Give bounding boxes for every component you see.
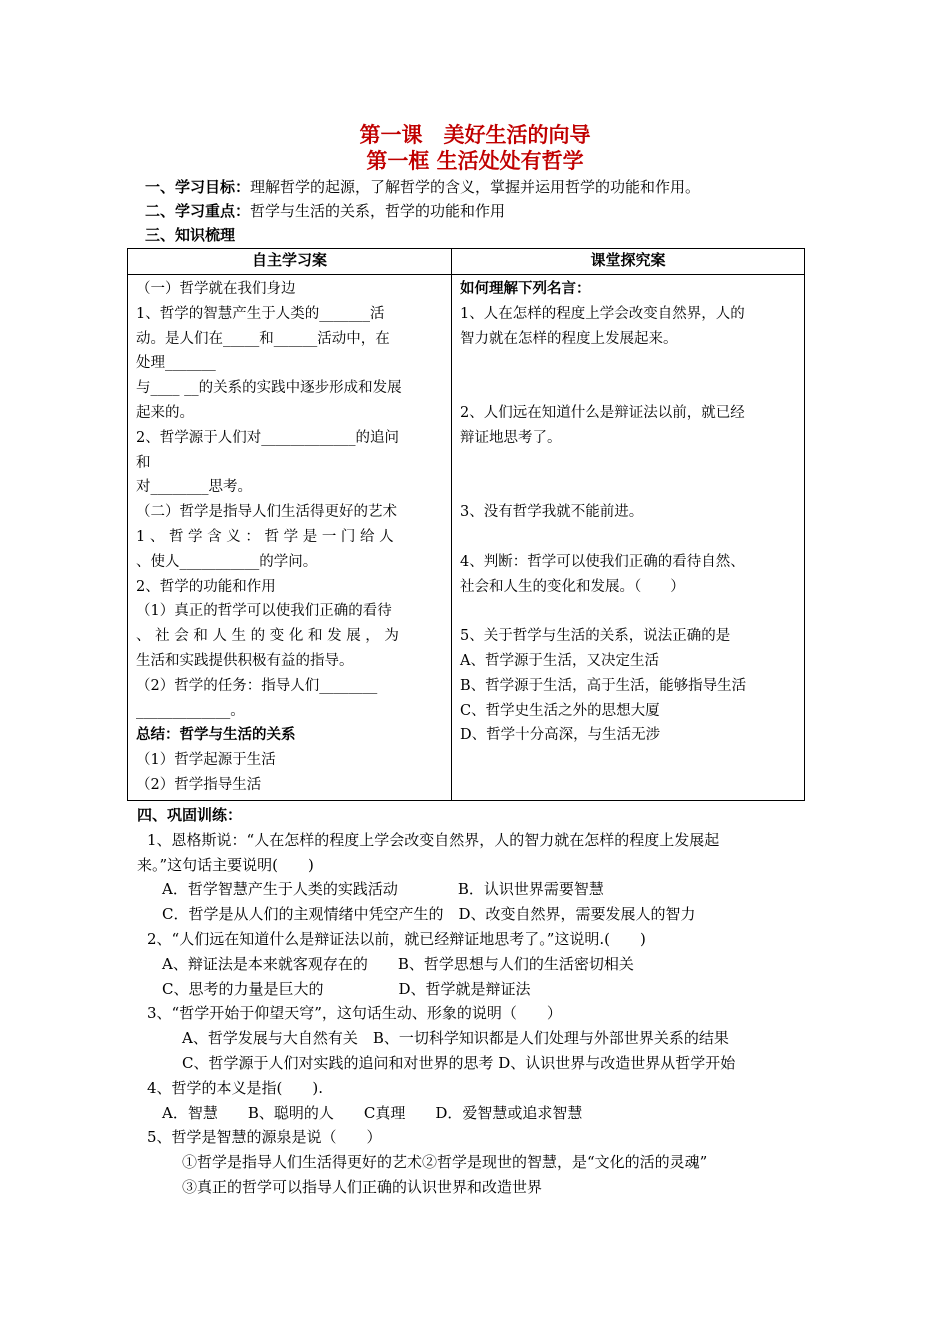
right-line: D、哲学十分高深，与生活无涉 [460,727,661,744]
key-points-label: 二、学习重点： [145,202,251,220]
objectives-line [145,176,700,198]
summary-title: 总结：哲学与生活的关系 [136,727,296,744]
practice-line: ①哲学是指导人们生活得更好的艺术②哲学是现世的智慧，是“文化的活的灵魂” [182,1153,708,1172]
objectives-text: 理解哲学的起源，了解哲学的含义，掌握并运用哲学的功能和作用。 [250,178,701,196]
summary-line: （2）哲学指导生活 [136,776,262,793]
summary-line: （1）哲学起源于生活 [136,752,276,769]
right-line: 2、人们远在知道什么是辩证法以前，就已经 [460,404,745,421]
right-line: 辩证地思考了。 [460,429,562,446]
class-inquiry-header: 课堂探究案 [452,249,805,275]
practice-line: A、哲学发展与大自然有关 B、一切科学知识都是人们处理与外部世界关系的结果 [182,1029,729,1048]
left-line: 2、哲学源于人们对_____________的追问 [136,429,399,446]
left-line: （1）真正的哲学可以使我们正确的看待 [136,603,392,620]
objectives-label: 一、学习目标： [145,178,251,196]
left-line: 1 、 哲 学 含 义 ： 哲 学 是 一 门 给 人 [136,528,394,545]
left-line: 起来的。 [136,404,194,421]
right-line [460,475,796,500]
right-line: 5、关于哲学与生活的关系，说法正确的是 [460,628,731,645]
self-study-header: 自主学习案 [128,249,452,275]
right-line [460,451,796,476]
table-body-row [128,275,805,801]
practice-line: A、辩证法是本来就客观存在的 B、哲学思想与人们的生活密切相关 [162,954,634,973]
table-header-row [128,249,805,275]
practice-heading: 四、巩固训练： [137,806,243,824]
practice-line: 4、哲学的本义是指( ). [147,1078,324,1097]
right-line: B、哲学源于生活，高于生活，能够指导生活 [460,677,747,694]
left-line: 、使人___________的学问。 [136,553,318,570]
practice-line: 来。”这句话主要说明( ) [137,855,314,874]
right-line: 3、没有哲学我就不能前进。 [460,504,644,521]
left-line: （2）哲学的任务：指导人们________ [136,677,378,694]
right-line [460,351,796,376]
left-line: 动。是人们在_____和______活动中，在 [136,330,390,347]
lesson-title: 第一课 美好生活的向导 [359,123,591,147]
practice-line: 5、哲学是智慧的源泉是说（ ） [147,1128,382,1147]
left-line: 1、哲学的智慧产生于人类的_______活 [136,305,385,322]
self-study-cell [128,275,452,801]
practice-line: A．智慧 B、聪明的人 C真理 D．爱智慧或追求智慧 [162,1103,583,1122]
inquiry-title: 如何理解下列名言： [460,281,591,297]
practice-line: A．哲学智慧产生于人类的实践活动 B．认识世界需要智慧 [162,880,604,899]
right-line [460,599,796,624]
right-line: A、哲学源于生活，又决定生活 [460,652,659,669]
left-line: 和 [136,454,151,471]
left-line: （一）哲学就在我们身边 [136,281,296,297]
practice-line: ③真正的哲学可以指导人们正确的认识世界和改造世界 [182,1177,543,1196]
practice-line: 3、“哲学开始于仰望天穹”，这句话生动、形象的说明（ ） [147,1004,562,1023]
left-line: 生活和实践提供积极有益的指导。 [136,652,354,669]
practice-line: C．哲学是从人们的主观情绪中凭空产生的 D、改变自然界，需要发展人的智力 [162,905,696,924]
key-points-line [145,200,505,222]
study-table [127,248,805,801]
left-line: 2、哲学的功能和作用 [136,578,276,595]
right-line: 4、判断：哲学可以使我们正确的看待自然、 [460,553,745,570]
right-line: C、哲学史生活之外的思想大厦 [460,702,660,719]
knowledge-heading-line [145,224,235,246]
left-line: 与____ __的关系的实践中逐步形成和发展 [136,380,402,397]
practice-section [137,803,817,1200]
right-line [460,525,796,550]
practice-line: 2、“人们远在知道什么是辩证法以前，就已经辩证地思考了。”这说明.( ) [147,929,646,948]
practice-line: C、思考的力量是巨大的 D、哲学就是辩证法 [162,979,531,998]
left-line: 、 社 会 和 人 生 的 变 化 和 发 展 ， 为 [136,628,399,645]
left-line: _____________。 [136,702,245,719]
class-inquiry-cell [452,275,805,801]
right-line [460,376,796,401]
knowledge-heading: 三、知识梳理 [145,226,236,244]
frame-title: 第一框 生活处处有哲学 [366,149,584,173]
left-line: 对________思考。 [136,479,252,496]
key-points-text: 哲学与生活的关系，哲学的功能和作用 [250,202,506,220]
practice-line: C、哲学源于人们对实践的追问和对世界的思考 D、认识世界与改造世界从哲学开始 [182,1053,736,1072]
left-line: （二）哲学是指导人们生活得更好的艺术 [136,504,397,521]
left-line: 处理_______ [136,355,216,372]
practice-line: 1、恩格斯说：“人在怎样的程度上学会改变自然界，人的智力就在怎样的程度上发展起 [147,830,720,849]
right-line: 智力就在怎样的程度上发展起来。 [460,330,678,347]
right-line: 1、人在怎样的程度上学会改变自然界，人的 [460,305,745,322]
right-line: 社会和人生的变化和发展。（ ） [460,578,685,595]
